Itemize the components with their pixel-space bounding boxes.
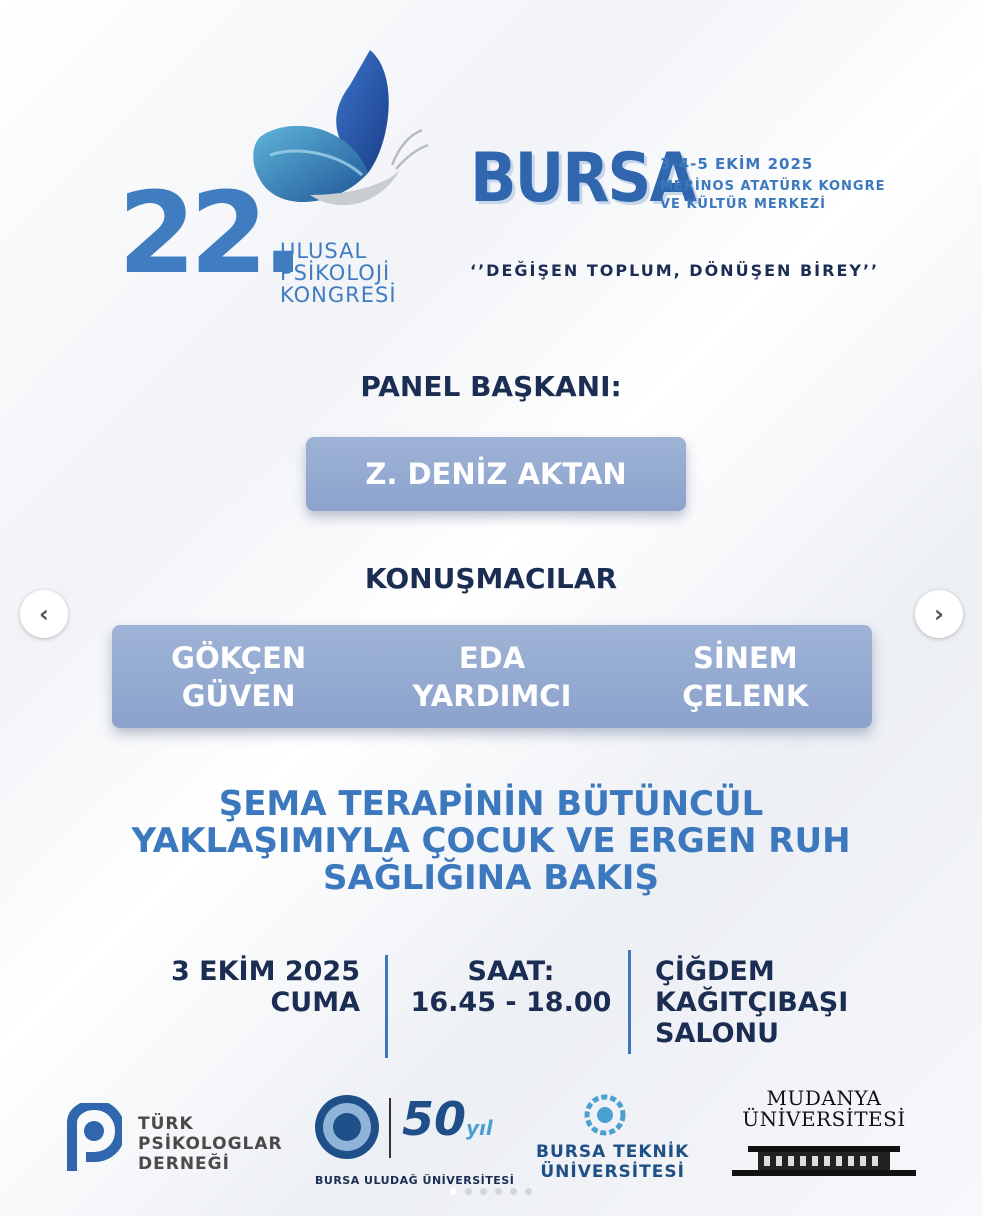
chair-name: Z. DENİZ AKTAN: [365, 457, 627, 491]
divider: [385, 955, 388, 1058]
btu-name: BURSA TEKNİK ÜNİVERSİTESİ: [536, 1142, 690, 1182]
speakers-heading: KONUŞMACILAR: [364, 562, 618, 595]
chair-heading: PANEL BAŞKANI:: [360, 370, 622, 403]
carousel-dot[interactable]: [480, 1188, 487, 1195]
speakers-box: [112, 625, 872, 728]
speaker-2: EDA YARDIMCI: [412, 640, 572, 713]
city-title: BURSA: [470, 139, 695, 218]
btu-logo-icon: [583, 1093, 627, 1137]
event-date: 3-4-5 EKİM 2025: [660, 155, 814, 173]
chevron-right-icon: ›: [934, 600, 944, 628]
divider: [628, 950, 631, 1054]
carousel-dots: [400, 1188, 582, 1195]
carousel-prev-button[interactable]: [20, 590, 68, 638]
chair-name-box: [306, 437, 686, 511]
congress-slogan: ‘’DEĞİŞEN TOPLUM, DÖNÜŞEN BİREY’’: [470, 261, 880, 280]
session-time: SAAT: 16.45 - 18.00: [410, 956, 612, 1018]
session-room: ÇİĞDEM KAĞITÇIBAŞI SALONU: [655, 956, 849, 1049]
carousel-dot[interactable]: [465, 1188, 472, 1195]
speaker-3: SİNEM ÇELENK: [682, 640, 809, 713]
carousel-dot[interactable]: [495, 1188, 502, 1195]
tpd-name: TÜRK PSİKOLOGLAR DERNEĞİ: [138, 1114, 283, 1174]
talk-title: ŞEMA TERAPİNİN BÜTÜNCÜL YAKLAŞIMIYLA ÇOCUK VE ERGEN RUH SAĞLIĞINA BAKIŞ: [131, 784, 851, 898]
carousel-dot[interactable]: [450, 1188, 457, 1195]
speaker-1: GÖKÇEN GÜVEN: [171, 640, 307, 713]
divider: [389, 1098, 391, 1158]
event-venue: MERİNOS ATATÜRK KONGRE VE KÜLTÜR MERKEZİ: [660, 179, 886, 212]
anniversary-mark: 50yıl: [402, 1092, 493, 1146]
carousel-next-button[interactable]: [915, 590, 963, 638]
carousel-dot[interactable]: [510, 1188, 517, 1195]
congress-name: ULUSAL PSİKOLOJİ KONGRESİ: [280, 239, 397, 307]
congress-number: 22.: [118, 169, 299, 299]
session-date: 3 EKİM 2025 CUMA: [170, 956, 360, 1018]
buu-name: BURSA ULUDAĞ ÜNİVERSİTESİ: [315, 1174, 515, 1187]
mu-name: MUDANYA ÜNİVERSİTESİ: [742, 1086, 906, 1131]
buu-seal-icon: [313, 1093, 381, 1161]
carousel-dot[interactable]: [525, 1188, 532, 1195]
tpd-logo-icon: [62, 1103, 122, 1173]
mu-building-icon: [728, 1134, 920, 1178]
chevron-left-icon: ‹: [39, 600, 49, 628]
